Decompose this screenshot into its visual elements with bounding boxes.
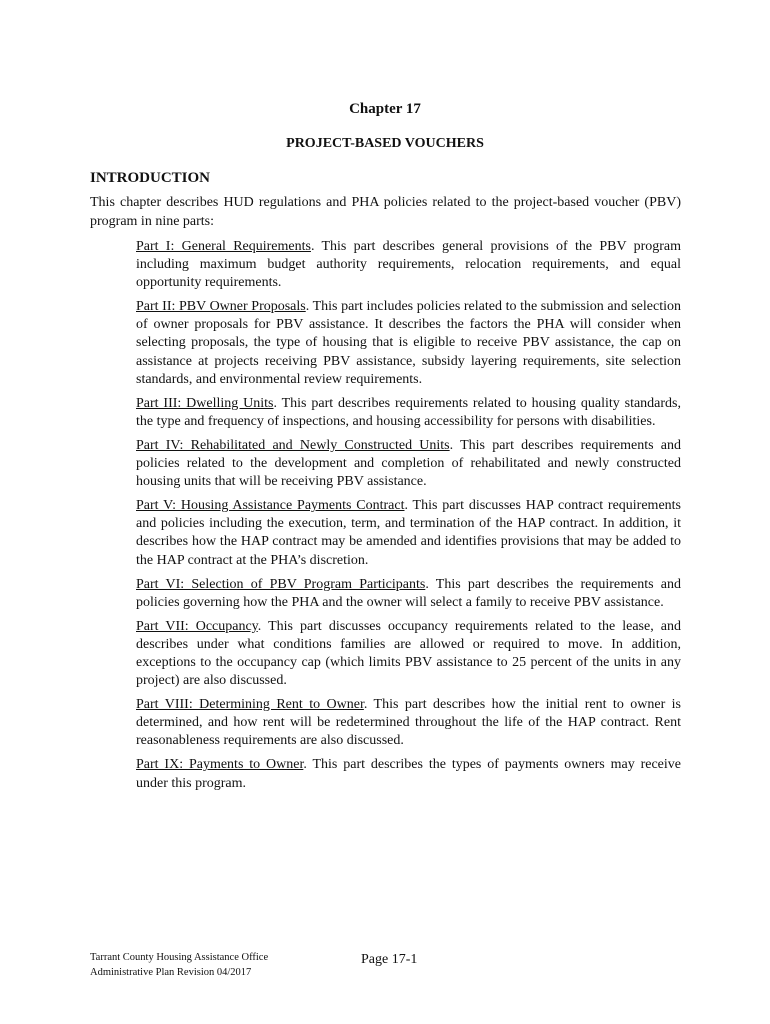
part-item bbox=[136, 497, 681, 569]
part-title: Part IX: Payments to Owner bbox=[136, 757, 304, 773]
part-description: . This part includes policies related to the submission and selection of owner proposals for PBV assistance. It describes the factors the PHA will consider when selecting proposals, the type of housing that is eligible to receive PBV assistance, the cap on assistance at projects receiving PBV assistance, subsidy layering requirements, site selection standards, and environmental review requirements. bbox=[136, 299, 681, 387]
page-number: Page 17-1 bbox=[361, 952, 418, 967]
part-description: . This part describes requirements and policies related to the development and completion of rehabilitated and newly constructed housing units that will be receiving PBV assistance. bbox=[136, 437, 681, 490]
chapter-number: Chapter 17 bbox=[349, 101, 421, 117]
parts-list bbox=[136, 238, 681, 799]
part-title: Part V: Housing Assistance Payments Contract bbox=[136, 498, 405, 514]
part-item bbox=[136, 238, 681, 292]
part-title: Part II: PBV Owner Proposals bbox=[136, 299, 306, 315]
chapter-title: PROJECT-BASED VOUCHERS bbox=[286, 136, 484, 151]
part-title: Part I: General Requirements bbox=[136, 239, 311, 254]
part-description: . This part discusses HAP contract requirements and policies including the execution, term, and termination of the HAP contract. In addition, it describes how the HAP contract may be amended and identifies provisions that may be added to the HAP contract at the PHA’s discretion. bbox=[136, 498, 681, 568]
part-description: . This part describes the requirements and policies governing how the PHA and the owner will select a family to receive PBV assistance. bbox=[136, 576, 681, 610]
footer-organization: Tarrant County Housing Assistance Office bbox=[90, 952, 269, 963]
part-title: Part IV: Rehabilitated and Newly Constructed Units bbox=[136, 437, 450, 453]
part-item bbox=[136, 696, 681, 750]
part-description: . This part describes the types of payments owners may receive under this program. bbox=[136, 757, 681, 791]
footer-revision: Administrative Plan Revision 04/2017 bbox=[90, 967, 252, 978]
part-description: . This part describes requirements related to housing quality standards, the type and frequency of inspections, and housing accessibility for persons with disabilities. bbox=[136, 395, 681, 429]
part-description: . This part describes how the initial rent to owner is determined, and how rent will be redetermined throughout the life of the HAP contract. Rent reasonableness requirements are also discussed. bbox=[136, 697, 681, 749]
part-item bbox=[136, 618, 681, 690]
part-item bbox=[136, 395, 681, 431]
part-title: Part VII: Occupancy bbox=[136, 618, 258, 634]
part-description: . This part discusses occupancy requirements related to the lease, and describes under what conditions families are allowed or required to move. In addition, exceptions to the occupancy cap (which limits PBV assistance to 25 percent of the units in any project) are also discussed. bbox=[136, 618, 681, 689]
intro-paragraph: This chapter describes HUD regulations and PHA policies related to the project-based voucher (PBV) program in nine parts: bbox=[90, 195, 681, 229]
part-item bbox=[136, 298, 681, 388]
part-title: Part III: Dwelling Units bbox=[136, 395, 274, 411]
part-item bbox=[136, 756, 681, 792]
part-item bbox=[136, 437, 681, 491]
part-item bbox=[136, 576, 681, 612]
part-description: . This part describes general provisions of the PBV program including maximum budget authority requirements, relocation requirements, and equal opportunity requirements. bbox=[136, 239, 681, 291]
footer-info bbox=[90, 950, 268, 980]
part-title: Part VI: Selection of PBV Program Participants bbox=[136, 576, 426, 592]
intro-heading: INTRODUCTION bbox=[90, 170, 211, 186]
part-title: Part VIII: Determining Rent to Owner bbox=[136, 697, 364, 713]
